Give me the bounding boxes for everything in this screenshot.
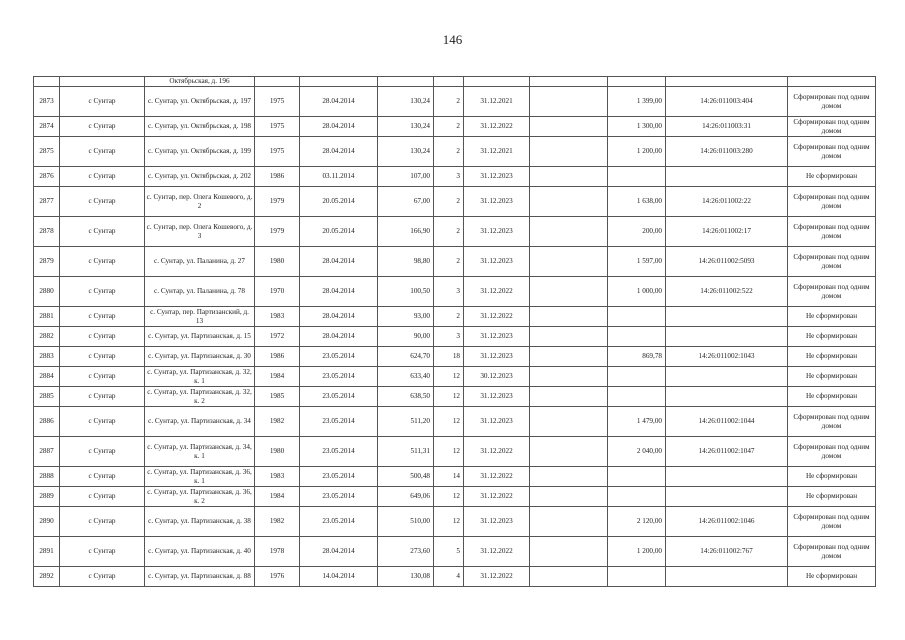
cell-deadline: 31.12.2022 — [464, 467, 530, 487]
cell-empty — [530, 567, 608, 587]
table-row — [34, 537, 876, 567]
cell-status: Не сформирован — [788, 467, 876, 487]
cell-address: с. Сунтар, пер. Олега Кошевого, д. 3 — [145, 217, 255, 247]
cell-locality: с Сунтар — [60, 187, 145, 217]
cell-locality: с Сунтар — [60, 247, 145, 277]
cell-address: с. Сунтар, ул. Партизанская, д. 15 — [145, 327, 255, 347]
cell-deadline: 31.12.2023 — [464, 387, 530, 407]
cell-locality: с Сунтар — [60, 567, 145, 587]
cell-date: 20.05.2014 — [300, 217, 378, 247]
cell-count: 18 — [434, 347, 464, 367]
cell-cadastral — [666, 467, 788, 487]
cell-address: с. Сунтар, пер. Партизанский, д. 13 — [145, 307, 255, 327]
cell-year: 1976 — [255, 567, 300, 587]
table-row — [34, 467, 876, 487]
cell-empty — [530, 327, 608, 347]
cell-date: 23.05.2014 — [300, 367, 378, 387]
cell-cadastral: 14:26:011002:522 — [666, 277, 788, 307]
table-row — [34, 437, 876, 467]
cell-status: Не сформирован — [788, 347, 876, 367]
table-row-continuation — [34, 77, 876, 87]
cell-count: 12 — [434, 437, 464, 467]
cell-number: 2875 — [34, 137, 60, 167]
cell-deadline: 31.12.2022 — [464, 487, 530, 507]
cell-empty — [530, 277, 608, 307]
cell-cost: 200,00 — [608, 217, 666, 247]
cell-count: 12 — [434, 407, 464, 437]
cell-area: 638,50 — [378, 387, 434, 407]
cell-area: 93,00 — [378, 307, 434, 327]
cell-year: 1975 — [255, 87, 300, 117]
cell-count: 12 — [434, 487, 464, 507]
table-row — [34, 347, 876, 367]
table-row — [34, 137, 876, 167]
cell-count: 2 — [434, 247, 464, 277]
cell-number: 2889 — [34, 487, 60, 507]
cell-empty — [530, 537, 608, 567]
cell-year: 1986 — [255, 347, 300, 367]
cell-cadastral: 14:26:011002:767 — [666, 537, 788, 567]
cell-deadline: 31.12.2022 — [464, 117, 530, 137]
cell-year: 1982 — [255, 407, 300, 437]
cell-cost — [608, 487, 666, 507]
cell-number: 2883 — [34, 347, 60, 367]
cell-date: 23.05.2014 — [300, 407, 378, 437]
cell-year: 1970 — [255, 277, 300, 307]
cell-cadastral — [666, 487, 788, 507]
cell-cadastral: 14:26:011002:1043 — [666, 347, 788, 367]
cell-number: 2879 — [34, 247, 60, 277]
cell-count: 2 — [434, 187, 464, 217]
cell-year: 1975 — [255, 117, 300, 137]
cell-status: Сформирован под одним домом — [788, 247, 876, 277]
cell-cost — [608, 307, 666, 327]
cell-status: Сформирован под одним домом — [788, 277, 876, 307]
table-row — [34, 507, 876, 537]
cell-date: 23.05.2014 — [300, 387, 378, 407]
cell-count: 5 — [434, 537, 464, 567]
cell-count: 3 — [434, 327, 464, 347]
cell-cost — [608, 387, 666, 407]
cell-cadastral — [666, 327, 788, 347]
cell-cost: 2 120,00 — [608, 507, 666, 537]
cell-address: с. Сунтар, ул. Партизанская, д. 32, к. 2 — [145, 387, 255, 407]
cell-cost: 869,78 — [608, 347, 666, 367]
cell-count: 2 — [434, 137, 464, 167]
cell-locality: с Сунтар — [60, 537, 145, 567]
cell-date: 28.04.2014 — [300, 307, 378, 327]
cell-locality: с Сунтар — [60, 117, 145, 137]
cell-year: 1979 — [255, 187, 300, 217]
cell-locality: с Сунтар — [60, 307, 145, 327]
cell-year: 1985 — [255, 387, 300, 407]
cell-address: с. Сунтар, ул. Октябрьская, д. 202 — [145, 167, 255, 187]
cell-cadastral — [666, 307, 788, 327]
cell-year: 1983 — [255, 467, 300, 487]
cell-area: 90,00 — [378, 327, 434, 347]
cell-locality: с Сунтар — [60, 507, 145, 537]
cell-number: 2884 — [34, 367, 60, 387]
cell-area: 511,31 — [378, 437, 434, 467]
cell-empty — [530, 187, 608, 217]
cell-status: Не сформирован — [788, 387, 876, 407]
cell-cost — [608, 467, 666, 487]
cell-area: 511,20 — [378, 407, 434, 437]
cell-date: 23.05.2014 — [300, 507, 378, 537]
cell-date: 28.04.2014 — [300, 247, 378, 277]
cell-deadline: 31.12.2023 — [464, 187, 530, 217]
cell-status: Сформирован под одним домом — [788, 137, 876, 167]
cell-year: 1978 — [255, 537, 300, 567]
cell-empty — [530, 367, 608, 387]
cell-status: Сформирован под одним домом — [788, 117, 876, 137]
cell-deadline: 31.12.2023 — [464, 507, 530, 537]
table-row — [34, 87, 876, 117]
cell-year: 1972 — [255, 327, 300, 347]
cell-area: 98,80 — [378, 247, 434, 277]
cell-year: 1980 — [255, 437, 300, 467]
cell-area: 130,24 — [378, 87, 434, 117]
page-number: 146 — [442, 32, 463, 47]
cell-empty — [530, 387, 608, 407]
cell-locality: с Сунтар — [60, 277, 145, 307]
cell-cost: 1 200,00 — [608, 137, 666, 167]
cell-address: с. Сунтар, ул. Партизанская, д. 38 — [145, 507, 255, 537]
cell-cadastral — [666, 387, 788, 407]
cell-area: 500,48 — [378, 467, 434, 487]
cell-number: 2890 — [34, 507, 60, 537]
cell-area: 100,50 — [378, 277, 434, 307]
cell-count: 2 — [434, 87, 464, 117]
cell-deadline: 31.12.2023 — [464, 327, 530, 347]
cell-deadline: 31.12.2021 — [464, 137, 530, 167]
cell-count: 4 — [434, 567, 464, 587]
cell-status: Сформирован под одним домом — [788, 87, 876, 117]
cell-number: 2887 — [34, 437, 60, 467]
cell-status: Не сформирован — [788, 167, 876, 187]
cell-address: с. Сунтар, ул. Октябрьская, д. 197 — [145, 87, 255, 117]
cell-address: с. Сунтар, ул. Октябрьская, д. 199 — [145, 137, 255, 167]
cell-number: 2892 — [34, 567, 60, 587]
cell-date: 23.05.2014 — [300, 347, 378, 367]
cell-count: 2 — [434, 217, 464, 247]
table-row — [34, 187, 876, 217]
cell-date: 20.05.2014 — [300, 187, 378, 217]
cell-locality: с Сунтар — [60, 387, 145, 407]
cell-empty — [530, 347, 608, 367]
cell-empty — [530, 247, 608, 277]
table-body — [34, 77, 876, 587]
cell-year: 1979 — [255, 217, 300, 247]
cell-date: 23.05.2014 — [300, 487, 378, 507]
cell-status: Сформирован под одним домом — [788, 507, 876, 537]
cell-locality: с Сунтар — [60, 167, 145, 187]
cell-cost: 1 200,00 — [608, 537, 666, 567]
cell-number — [34, 77, 60, 87]
cell-count: 2 — [434, 307, 464, 327]
table-row — [34, 167, 876, 187]
cell-status: Не сформирован — [788, 367, 876, 387]
cell-empty — [530, 437, 608, 467]
cell-cadastral: 14:26:011002:1046 — [666, 507, 788, 537]
register-table — [33, 76, 876, 587]
cell-date: 28.04.2014 — [300, 87, 378, 117]
cell-locality: с Сунтар — [60, 327, 145, 347]
cell-cadastral — [666, 367, 788, 387]
cell-number: 2876 — [34, 167, 60, 187]
cell-area: 624,70 — [378, 347, 434, 367]
cell-locality — [60, 77, 145, 87]
cell-deadline: 31.12.2023 — [464, 167, 530, 187]
cell-locality: с Сунтар — [60, 347, 145, 367]
cell-cost: 1 479,00 — [608, 407, 666, 437]
cell-area: 273,60 — [378, 537, 434, 567]
cell-count: 3 — [434, 167, 464, 187]
cell-cost — [608, 167, 666, 187]
cell-deadline: 30.12.2023 — [464, 367, 530, 387]
cell-deadline: 31.12.2022 — [464, 307, 530, 327]
cell-cadastral — [666, 567, 788, 587]
cell-number: 2888 — [34, 467, 60, 487]
cell-number: 2886 — [34, 407, 60, 437]
cell-cadastral: 14:26:011002:1047 — [666, 437, 788, 467]
cell-number: 2873 — [34, 87, 60, 117]
cell-address: с. Сунтар, ул. Октябрьская, д. 198 — [145, 117, 255, 137]
cell-cadastral: 14:26:011002:17 — [666, 217, 788, 247]
cell-count: 14 — [434, 467, 464, 487]
cell-locality: с Сунтар — [60, 407, 145, 437]
table-row — [34, 247, 876, 277]
cell-deadline: 31.12.2023 — [464, 407, 530, 437]
cell-number: 2891 — [34, 537, 60, 567]
cell-number: 2885 — [34, 387, 60, 407]
cell-address: с. Сунтар, ул. Партизанская, д. 32, к. 1 — [145, 367, 255, 387]
cell-count: 12 — [434, 387, 464, 407]
cell-date: 23.05.2014 — [300, 437, 378, 467]
cell-deadline: 31.12.2022 — [464, 437, 530, 467]
cell-count: 3 — [434, 277, 464, 307]
cell-date: 28.04.2014 — [300, 277, 378, 307]
cell-locality: с Сунтар — [60, 367, 145, 387]
cell-year: 1984 — [255, 487, 300, 507]
cell-area: 649,06 — [378, 487, 434, 507]
cell-cadastral — [666, 167, 788, 187]
cell-area: 633,40 — [378, 367, 434, 387]
cell-empty — [530, 117, 608, 137]
cell-empty — [530, 87, 608, 117]
cell-area: 107,00 — [378, 167, 434, 187]
cell-status: Сформирован под одним домом — [788, 437, 876, 467]
cell-cost: 1 399,00 — [608, 87, 666, 117]
cell-cost: 1 000,00 — [608, 277, 666, 307]
cell-area: 130,24 — [378, 117, 434, 137]
cell-deadline: 31.12.2022 — [464, 277, 530, 307]
cell-address: с. Сунтар, ул. Партизанская, д. 30 — [145, 347, 255, 367]
cell-address: с. Сунтар, ул. Партизанская, д. 34, к. 1 — [145, 437, 255, 467]
cell-number: 2874 — [34, 117, 60, 137]
cell-status: Не сформирован — [788, 307, 876, 327]
cell-year: 1983 — [255, 307, 300, 327]
cell-status: Не сформирован — [788, 567, 876, 587]
cell-number: 2877 — [34, 187, 60, 217]
cell-address: с. Сунтар, ул. Партизанская, д. 40 — [145, 537, 255, 567]
cell-area: 130,08 — [378, 567, 434, 587]
table-row — [34, 387, 876, 407]
cell-date: 14.04.2014 — [300, 567, 378, 587]
cell-deadline: 31.12.2022 — [464, 567, 530, 587]
cell-empty — [530, 217, 608, 247]
cell-cadastral: 14:26:011002:22 — [666, 187, 788, 217]
cell-cadastral: 14:26:011002:5093 — [666, 247, 788, 277]
cell-date: 28.04.2014 — [300, 327, 378, 347]
cell-address: с. Сунтар, ул. Партизанская, д. 34 — [145, 407, 255, 437]
cell-area: 67,00 — [378, 187, 434, 217]
cell-cadastral: 14:26:011003:404 — [666, 87, 788, 117]
table-row — [34, 487, 876, 507]
cell-cost — [608, 327, 666, 347]
cell-count: 12 — [434, 367, 464, 387]
cell-deadline: 31.12.2021 — [464, 87, 530, 117]
cell-deadline: 31.12.2023 — [464, 247, 530, 277]
cell-date: 03.11.2014 — [300, 167, 378, 187]
table-row — [34, 307, 876, 327]
cell-locality: с Сунтар — [60, 437, 145, 467]
cell-deadline: 31.12.2023 — [464, 217, 530, 247]
cell-status: Сформирован под одним домом — [788, 407, 876, 437]
cell-number: 2881 — [34, 307, 60, 327]
cell-date: 28.04.2014 — [300, 537, 378, 567]
cell-year: 1986 — [255, 167, 300, 187]
cell-deadline: 31.12.2023 — [464, 347, 530, 367]
cell-area: 130,24 — [378, 137, 434, 167]
table-row — [34, 567, 876, 587]
table-row — [34, 327, 876, 347]
cell-cost — [608, 367, 666, 387]
cell-locality: с Сунтар — [60, 467, 145, 487]
cell-empty — [530, 467, 608, 487]
cell-status: Не сформирован — [788, 327, 876, 347]
cell-empty — [530, 407, 608, 437]
cell-cost: 1 300,00 — [608, 117, 666, 137]
cell-cost: 2 040,00 — [608, 437, 666, 467]
cell-empty — [530, 487, 608, 507]
cell-locality: с Сунтар — [60, 87, 145, 117]
cell-address: Октябрьская, д. 196 — [145, 77, 255, 87]
cell-area: 166,90 — [378, 217, 434, 247]
cell-empty — [530, 307, 608, 327]
cell-year: 1982 — [255, 507, 300, 537]
cell-cost: 1 597,00 — [608, 247, 666, 277]
cell-date: 28.04.2014 — [300, 137, 378, 167]
cell-date: 28.04.2014 — [300, 117, 378, 137]
cell-address: с. Сунтар, пер. Олега Кошевого, д. 2 — [145, 187, 255, 217]
cell-cost — [608, 567, 666, 587]
cell-status: Сформирован под одним домом — [788, 537, 876, 567]
table-row — [34, 117, 876, 137]
cell-cadastral: 14:26:011002:1044 — [666, 407, 788, 437]
cell-status: Сформирован под одним домом — [788, 187, 876, 217]
cell-locality: с Сунтар — [60, 217, 145, 247]
table-row — [34, 367, 876, 387]
cell-number: 2882 — [34, 327, 60, 347]
cell-address: с. Сунтар, ул. Партизанская, д. 36, к. 1 — [145, 467, 255, 487]
cell-count: 2 — [434, 117, 464, 137]
cell-date: 23.05.2014 — [300, 467, 378, 487]
cell-cadastral: 14:26:011003:280 — [666, 137, 788, 167]
table-row — [34, 277, 876, 307]
cell-cadastral: 14:26:011003:31 — [666, 117, 788, 137]
cell-address: с. Сунтар, ул. Партизанская, д. 88 — [145, 567, 255, 587]
cell-count: 12 — [434, 507, 464, 537]
cell-cost: 1 638,00 — [608, 187, 666, 217]
cell-number: 2880 — [34, 277, 60, 307]
cell-status: Сформирован под одним домом — [788, 217, 876, 247]
cell-year: 1980 — [255, 247, 300, 277]
table-row — [34, 407, 876, 437]
cell-locality: с Сунтар — [60, 487, 145, 507]
cell-locality: с Сунтар — [60, 137, 145, 167]
cell-address: с. Сунтар, ул. Партизанская, д. 36, к. 2 — [145, 487, 255, 507]
cell-year: 1975 — [255, 137, 300, 167]
table-row — [34, 217, 876, 247]
cell-address: с. Сунтар, ул. Паланина, д. 27 — [145, 247, 255, 277]
cell-number: 2878 — [34, 217, 60, 247]
cell-area: 510,00 — [378, 507, 434, 537]
cell-status: Не сформирован — [788, 487, 876, 507]
cell-empty — [530, 507, 608, 537]
cell-year: 1984 — [255, 367, 300, 387]
cell-address: с. Сунтар, ул. Паланина, д. 78 — [145, 277, 255, 307]
cell-empty — [530, 167, 608, 187]
cell-deadline: 31.12.2022 — [464, 537, 530, 567]
cell-empty — [530, 137, 608, 167]
